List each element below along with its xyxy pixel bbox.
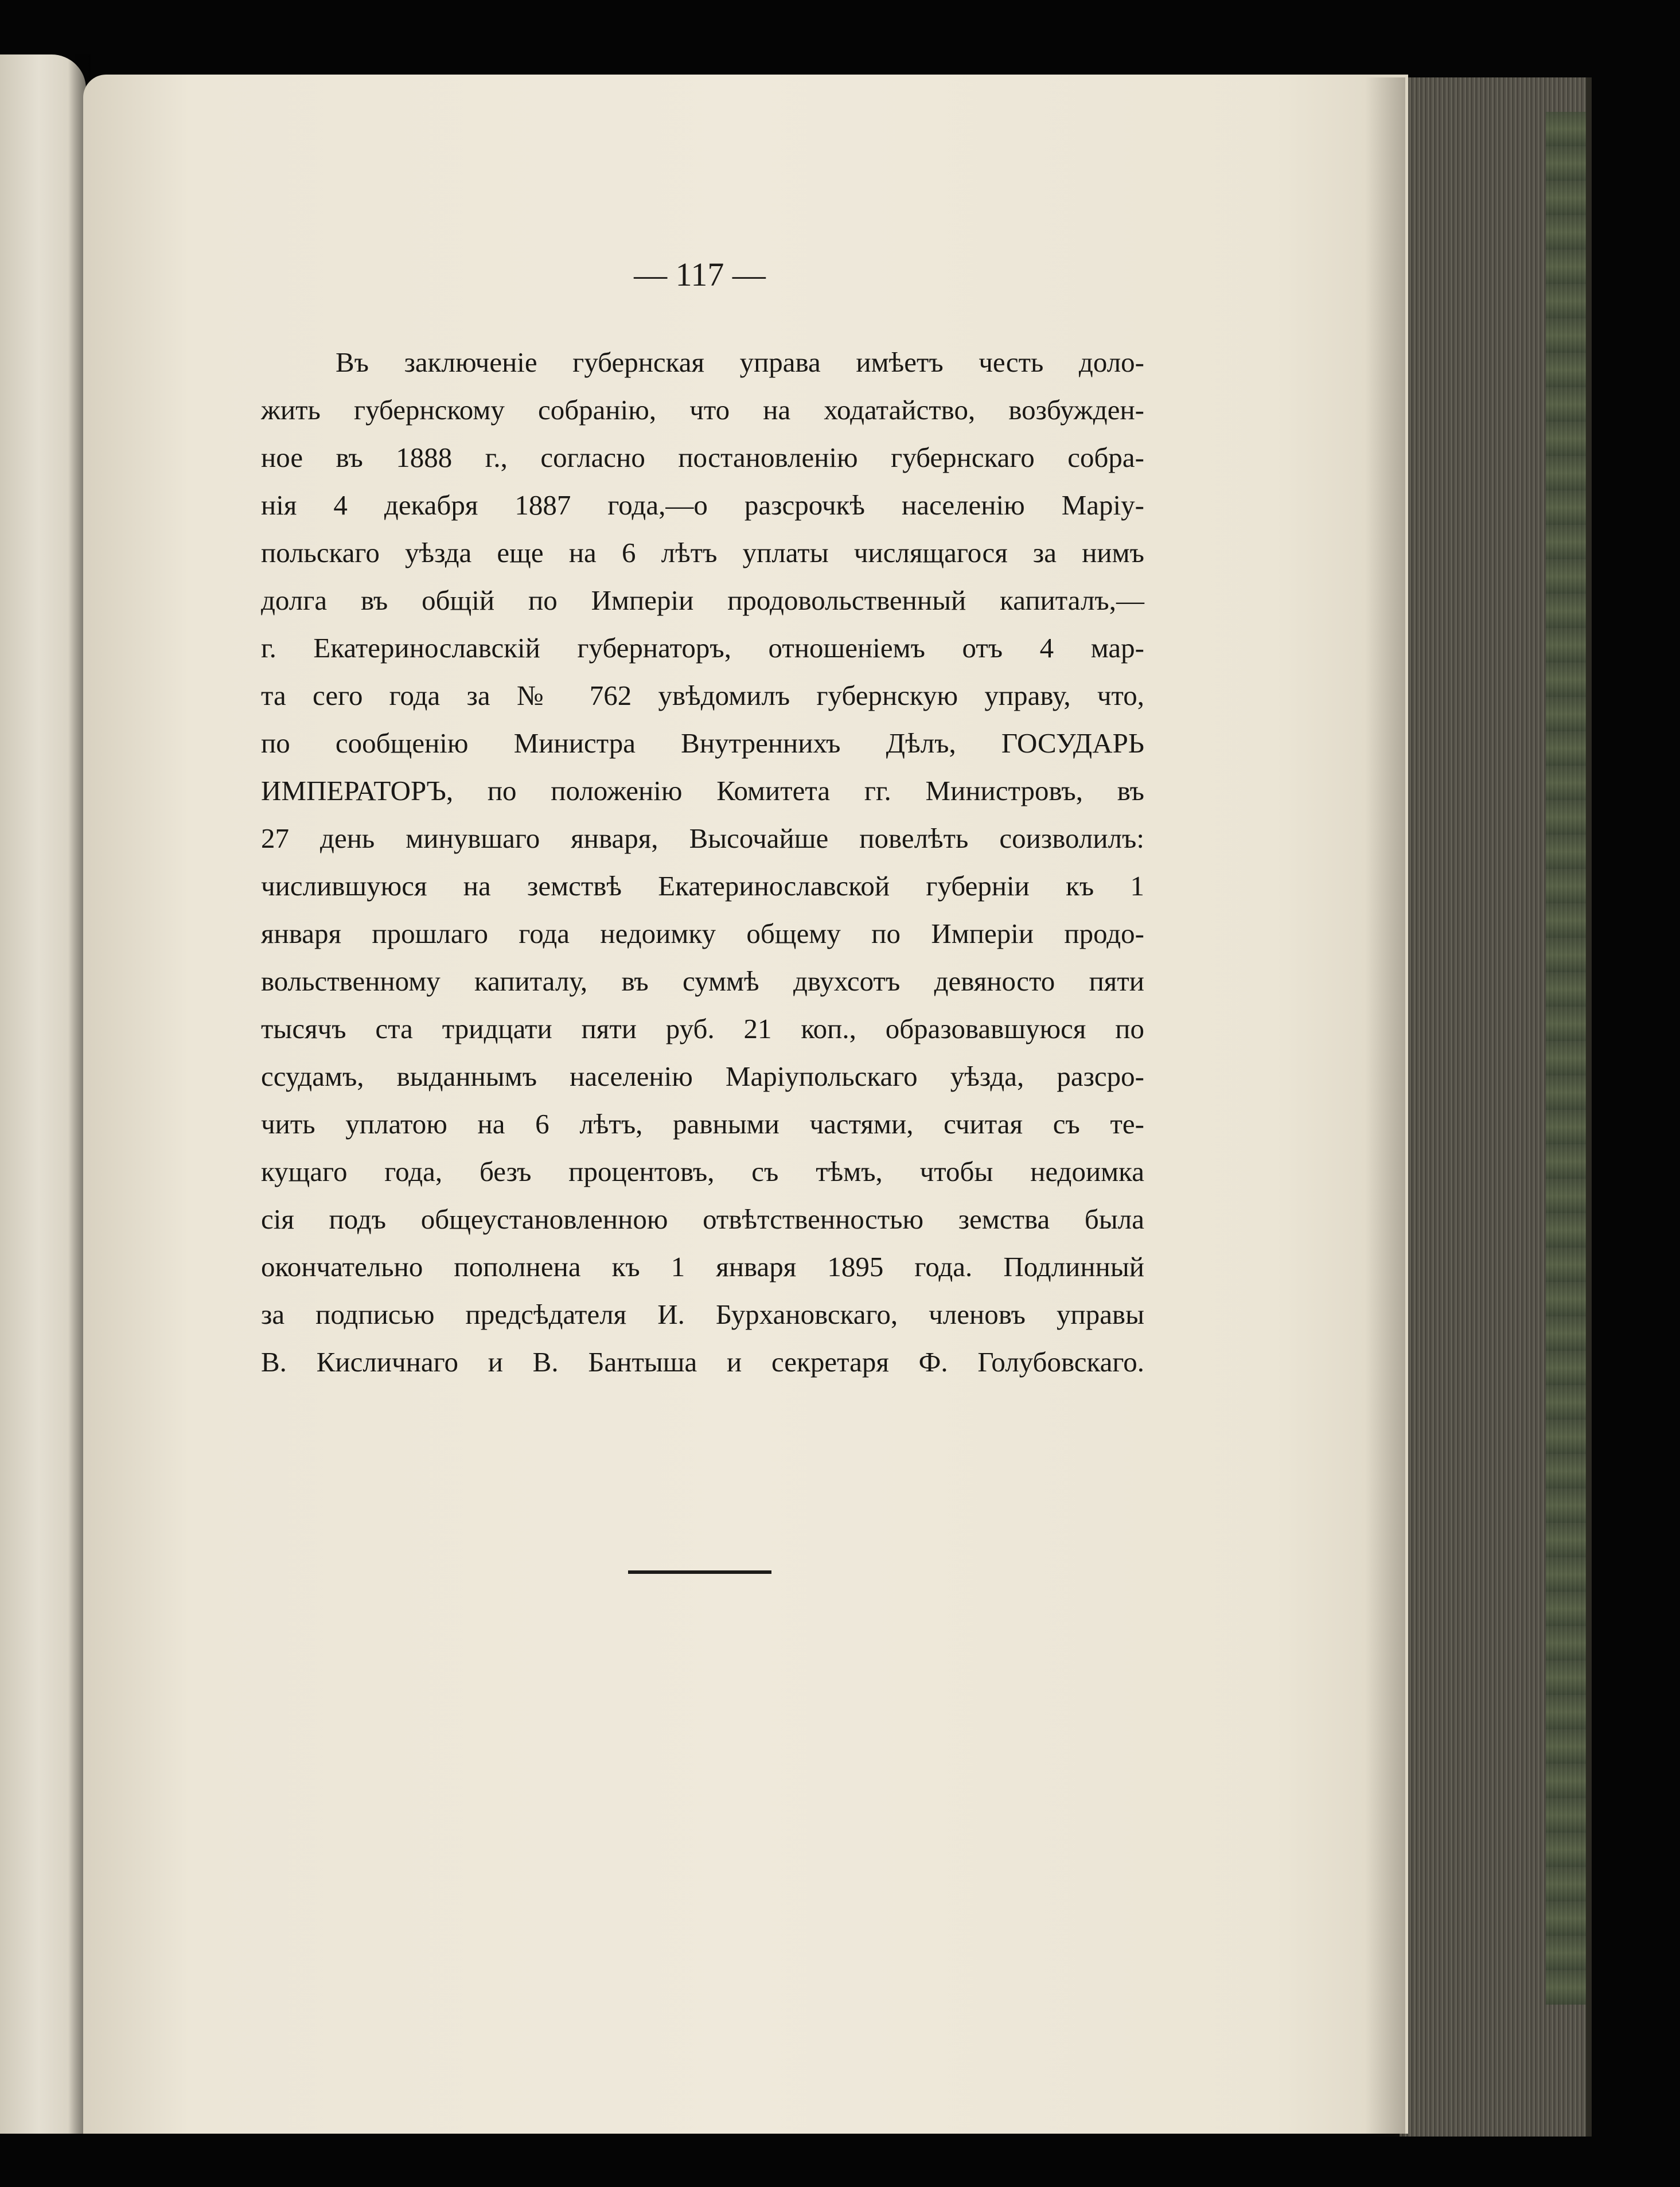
text-line: сія подъ общеустановленною отвѣтственностью земства была — [261, 1203, 1144, 1235]
text-line: января прошлаго года недоимку общему по Имперіи продо- — [261, 918, 1144, 949]
text-line: жить губернскому собранію, что на ходатайство, возбужден- — [261, 394, 1144, 426]
text-line: чить уплатою на 6 лѣтъ, равными частями, считая съ те- — [261, 1108, 1144, 1140]
text-line: долга въ общій по Имперіи продовольственный капиталъ,— — [261, 584, 1144, 616]
text-line: по сообщенію Министра Внутреннихъ Дѣлъ, ГОСУДАРЬ — [261, 727, 1144, 759]
text-line: окончательно пополнена къ 1 января 1895 года. Подлинный — [261, 1251, 1144, 1282]
text-line: нія 4 декабря 1887 года,—о разсрочкѣ населенію Маріу- — [261, 489, 1144, 521]
text-line: числившуюся на земствѣ Екатеринославской губерніи къ 1 — [261, 870, 1144, 902]
text-line: г. Екатеринославскій губернаторъ, отношеніемъ отъ 4 мар- — [261, 632, 1144, 664]
text-line: вольственному капиталу, въ суммѣ двухсотъ девяносто пяти — [261, 965, 1144, 997]
text-line: та сего года за № 762 увѣдомилъ губернскую управу, что, — [261, 680, 1144, 711]
text-line: ное въ 1888 г., согласно постановленію губернскаго собра- — [261, 442, 1144, 473]
body-paragraph — [261, 338, 1144, 1386]
fore-edge-shadow — [1365, 77, 1405, 2137]
text-line: за подписью предсѣдателя И. Бурхановскаго, членовъ управы — [261, 1299, 1144, 1330]
section-divider-rule — [628, 1570, 771, 1574]
text-line: В. Кисличнаго и В. Бантыша и секретаря Ф. Голубовскаго. — [261, 1346, 1144, 1378]
text-line: тысячъ ста тридцати пяти руб. 21 коп., образовавшуюся по — [261, 1013, 1144, 1044]
text-line: Въ заключеніе губернская управа имѣетъ честь доло- — [336, 346, 1144, 378]
text-line: ссудамъ, выданнымъ населенію Маріупольскаго уѣзда, разсро- — [261, 1061, 1144, 1092]
page-number: — 117 — — [634, 256, 766, 293]
text-line: польскаго уѣзда еще на 6 лѣтъ уплаты числящагося за нимъ — [261, 537, 1144, 568]
book-page-edges — [1400, 77, 1592, 2137]
text-line: кущаго года, безъ процентовъ, съ тѣмъ, чтобы недоимка — [261, 1156, 1144, 1187]
text-line: 27 день минувшаго января, Высочайше повелѣть соизволилъ: — [261, 822, 1144, 854]
text-line: ИМПЕРАТОРЪ, по положенію Комитета гг. Министровъ, въ — [261, 775, 1144, 806]
